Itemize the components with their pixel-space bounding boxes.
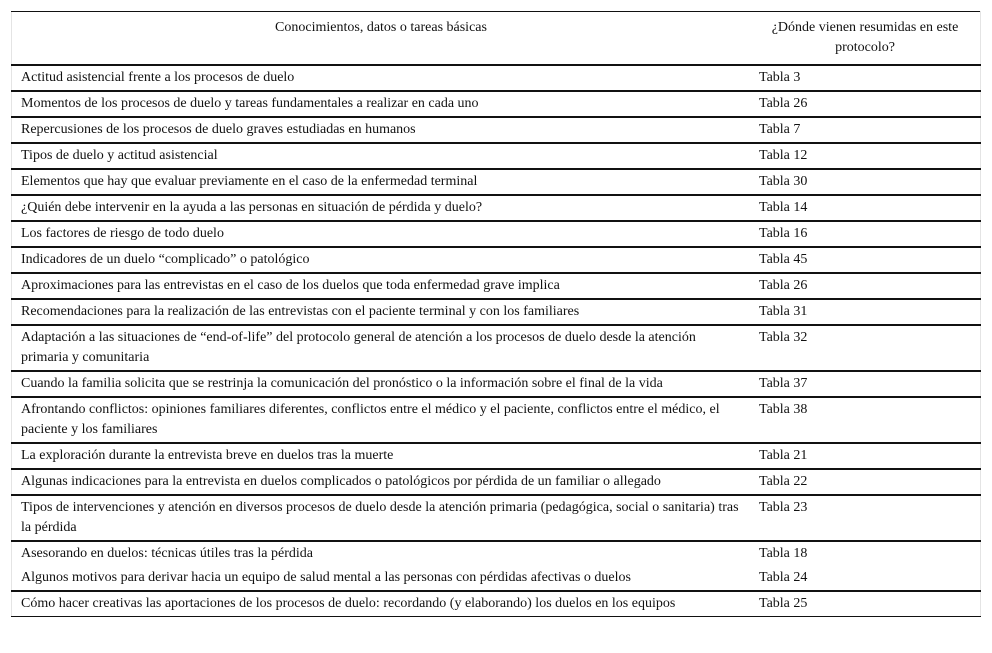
- topic-cell: Afrontando conflictos: opiniones familiares diferentes, conflictos entre el médico y el paciente, conflictos entre el médico, el paciente y los familiares: [12, 397, 751, 443]
- table-reference-cell: Tabla 30: [750, 169, 981, 195]
- table-reference-cell: Tabla 37: [750, 371, 981, 397]
- topic-cell: Los factores de riesgo de todo duelo: [12, 221, 751, 247]
- table-row: [12, 397, 981, 443]
- table-header-row: [12, 12, 981, 66]
- topic-cell: Repercusiones de los procesos de duelo graves estudiadas en humanos: [12, 117, 751, 143]
- table-row: [12, 117, 981, 143]
- topic-cell: Indicadores de un duelo “complicado” o patológico: [12, 247, 751, 273]
- topic-cell: Aproximaciones para las entrevistas en el caso de los duelos que toda enfermedad grave implica: [12, 273, 751, 299]
- protocol-summary-table: [11, 11, 981, 617]
- table-reference-cell: Tabla 26: [750, 91, 981, 117]
- table-row: [12, 299, 981, 325]
- table-row: [12, 541, 981, 566]
- table-reference-cell: Tabla 12: [750, 143, 981, 169]
- topic-cell: Algunos motivos para derivar hacia un equipo de salud mental a las personas con pérdidas afectivas o duelos: [12, 566, 751, 591]
- table-row: [12, 591, 981, 617]
- table-row: [12, 169, 981, 195]
- table-reference-cell: Tabla 23: [750, 495, 981, 541]
- header-location: ¿Dónde vienen resumidas en este protocolo?: [750, 12, 981, 66]
- table-row: [12, 91, 981, 117]
- table-reference-cell: Tabla 25: [759, 596, 808, 611]
- topic-cell: Actitud asistencial frente a los procesos de duelo: [12, 65, 751, 91]
- table-reference-cell: Tabla 24: [750, 566, 981, 591]
- table-reference-cell: Tabla 26: [750, 273, 981, 299]
- table-row: [12, 495, 981, 541]
- table-reference-cell: Tabla 45: [750, 247, 981, 273]
- table-row: [12, 65, 981, 91]
- table-reference-cell: Tabla 14: [750, 195, 981, 221]
- topic-cell: Adaptación a las situaciones de “end-of-life” del protocolo general de atención a los procesos de duelo desde la atención primaria y comunitaria: [12, 325, 751, 371]
- topic-cell: La exploración durante la entrevista breve en duelos tras la muerte: [12, 443, 751, 469]
- table-row: [12, 273, 981, 299]
- table-reference-cell: Tabla 21: [750, 443, 981, 469]
- topic-cell: ¿Quién debe intervenir en la ayuda a las personas en situación de pérdida y duelo?: [12, 195, 751, 221]
- topic-cell: Algunas indicaciones para la entrevista en duelos complicados o patológicos por pérdida de un familiar o allegado: [12, 469, 751, 495]
- table-row: [12, 247, 981, 273]
- topic-cell: Tipos de intervenciones y atención en diversos procesos de duelo desde la atención primaria (pedagógica, social o sanitaria) tras la pérdida: [12, 495, 751, 541]
- topic-cell: Asesorando en duelos: técnicas útiles tras la pérdida: [21, 546, 313, 561]
- table-reference-cell: Tabla 7: [750, 117, 981, 143]
- table-row: [12, 325, 981, 371]
- table-reference-cell: Tabla 32: [750, 325, 981, 371]
- table-reference-cell: Tabla 3: [750, 65, 981, 91]
- topic-cell: Recomendaciones para la realización de las entrevistas con el paciente terminal y con los familiares: [12, 299, 751, 325]
- table-row: [12, 566, 981, 591]
- table-body: [12, 65, 981, 617]
- table-reference-cell: Tabla 31: [750, 299, 981, 325]
- table-reference-cell: Tabla 16: [750, 221, 981, 247]
- header-topics: Conocimientos, datos o tareas básicas: [12, 12, 751, 66]
- table-row: [12, 195, 981, 221]
- table-reference-cell: Tabla 18: [759, 546, 808, 561]
- topic-cell: Momentos de los procesos de duelo y tareas fundamentales a realizar en cada uno: [12, 91, 751, 117]
- table-row: [12, 143, 981, 169]
- topic-cell: Elementos que hay que evaluar previamente en el caso de la enfermedad terminal: [12, 169, 751, 195]
- table-row: [12, 469, 981, 495]
- topic-cell: Cómo hacer creativas las aportaciones de los procesos de duelo: recordando (y elaborando) los duelos en los equipos: [21, 596, 676, 611]
- table-row: [12, 221, 981, 247]
- topic-cell: Cuando la familia solicita que se restrinja la comunicación del pronóstico o la información sobre el final de la vida: [12, 371, 751, 397]
- table-row: [12, 443, 981, 469]
- table-row: [12, 371, 981, 397]
- table-reference-cell: Tabla 22: [750, 469, 981, 495]
- table-reference-cell: Tabla 38: [750, 397, 981, 443]
- topic-cell: Tipos de duelo y actitud asistencial: [12, 143, 751, 169]
